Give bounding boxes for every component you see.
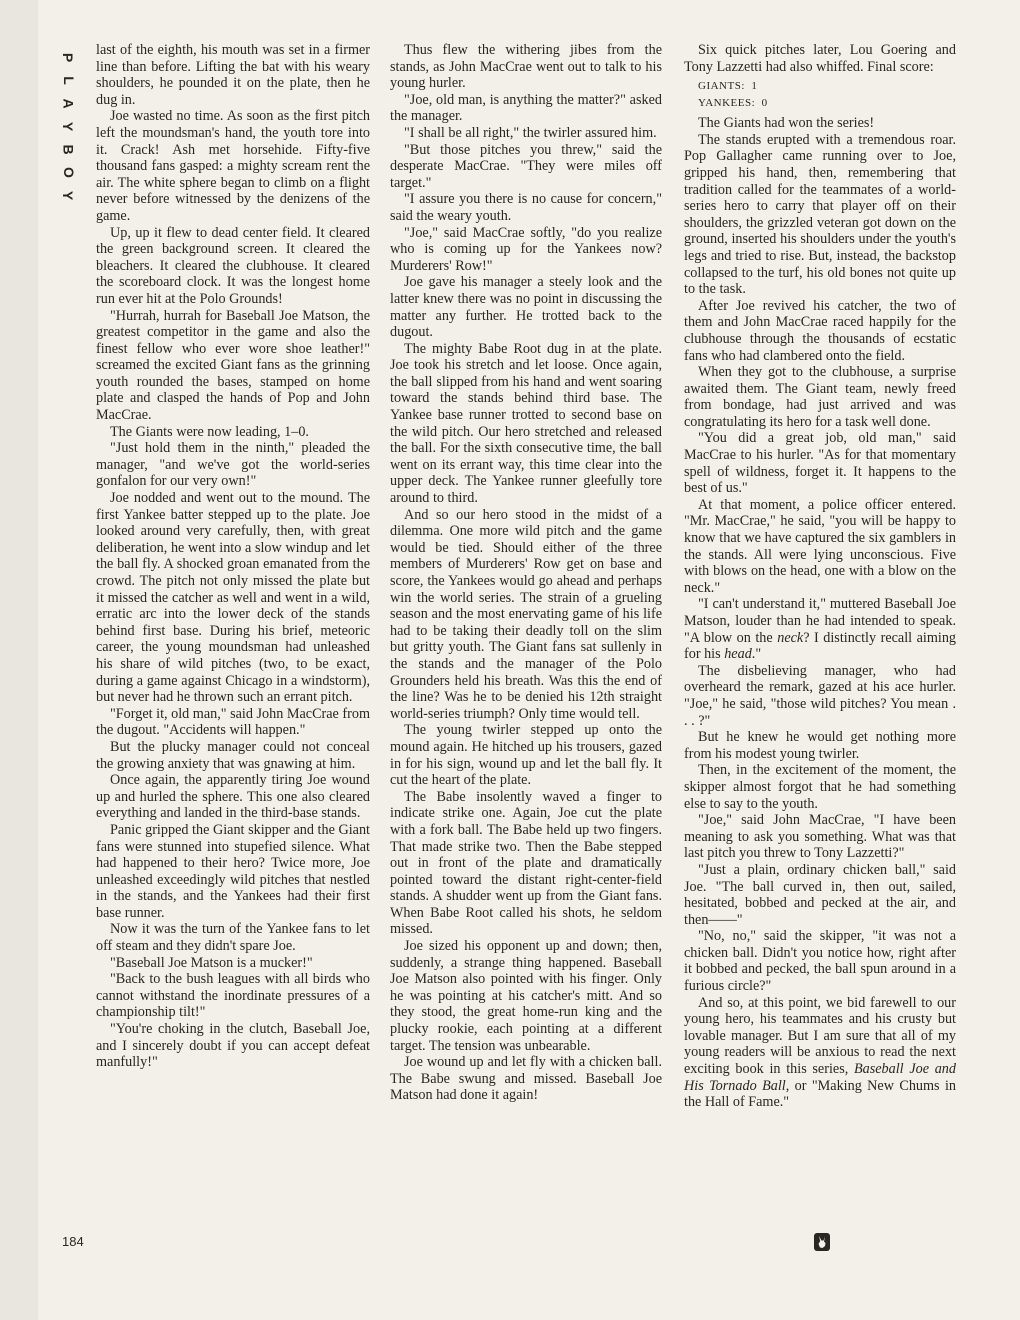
magazine-letter: A bbox=[60, 98, 77, 109]
magazine-letter: O bbox=[60, 167, 77, 178]
paragraph: "Joe," said John MacCrae, "I have been meaning to ask you something. What was that last pitch you threw to Tony Lazzetti?" bbox=[684, 812, 956, 862]
score-team: YANKEES: bbox=[698, 97, 756, 110]
score-line-yankees bbox=[698, 95, 956, 112]
paragraph: "Hurrah, hurrah for Baseball Joe Matson, the greatest competitor in the game and also the finest fellow who ever wore shoe leather!" screamed the excited Giant fans as the grinning youth rounded the bases, stamped on home plate and clasped the hands of Pop and John MacCrae. bbox=[96, 307, 370, 424]
magazine-letter: L bbox=[60, 76, 77, 85]
paragraph: Joe sized his opponent up and down; then, suddenly, a strange thing happened. Baseball Joe Matson also pointed with his finger. Only he was pointing at his catcher's mitt. And so they stood, the great home-run king and the plucky rookie, each pointing at a different target. The tension was unbearable. bbox=[390, 938, 662, 1054]
paragraph: Once again, the apparently tiring Joe wound up and hurled the sphere. This one also cleared everything and landed in the third-base stands. bbox=[96, 772, 370, 822]
paragraph: "Forget it, old man," said John MacCrae from the dugout. "Accidents will happen." bbox=[96, 705, 370, 739]
paragraph bbox=[684, 596, 956, 662]
paragraph: "You did a great job, old man," said MacCrae to his hurler. "As for that momentary spell of wildness, forget it. It happens to the best of us." bbox=[684, 430, 956, 497]
paragraph: And so our hero stood in the midst of a dilemma. One more wild pitch and the game would be tied. Should either of the three members of Murderers' Row get on base and score, the Yankees would go ahead and perhaps win the world series. The strain of a grueling season and the most enervating game of his life had to be taking their deadly toll on the slim but gritty youth. The Giant fans sat sullenly in the stands and the manager of the Polo Grounders held his breath. Was this the end of the line? Was he to be denied his 12th straight world-series triumph? Only time would tell. bbox=[390, 506, 662, 722]
magazine-name-vertical bbox=[56, 46, 80, 207]
paragraph: At that moment, a police officer entered. "Mr. MacCrae," he said, "you will be happy to know that we have captured the six gamblers in the stands. All were lying unconscious. Five with blows on the head, one with a blow on the neck." bbox=[684, 496, 956, 596]
text-column-1 bbox=[96, 42, 370, 1071]
paragraph: Joe nodded and went out to the mound. The first Yankee batter stepped up to the plate. Joe looked around very carefully, then, with great deliberation, he went into a slow windup and let the ball fly. A shocked groan emanated from the crowd. The pitch not only missed the plate but it missed the catcher as well and went in a wild, erratic arc into the lower deck of the stands behind first base. During his brief, meteoric career, the young moundsman had unleashed his share of wild pitches (two, to be exact, during a game against Chicago in a windstorm), but never had he thrown such an errant pitch. bbox=[96, 490, 370, 706]
paragraph: "You're choking in the clutch, Baseball Joe, and I sincerely doubt if you can accept defeat manfully!" bbox=[96, 1021, 370, 1071]
text-run: "I can't understand it," muttered Baseball Joe Matson, louder than he had intended to speak. "A blow on the bbox=[684, 596, 956, 646]
text-column-2 bbox=[390, 42, 662, 1104]
paragraph: "Just a plain, ordinary chicken ball," said Joe. "The ball curved in, then out, sailed, hesitated, bobbed and pecked at the air, and then——" bbox=[684, 861, 956, 928]
paragraph: The Giants had won the series! bbox=[698, 115, 875, 132]
paragraph: The Giants were now leading, 1–0. bbox=[110, 423, 309, 440]
paragraph: But the plucky manager could not conceal the growing anxiety that was gnawing at him. bbox=[96, 738, 370, 772]
score-runs: 0 bbox=[761, 97, 768, 110]
rabbit-head-icon bbox=[816, 1235, 828, 1249]
rabbit-head-end-mark-icon bbox=[814, 1233, 830, 1251]
paragraph: Then, in the excitement of the moment, the skipper almost forgot that he had something else to say to the youth. bbox=[684, 762, 956, 812]
paragraph: "But those pitches you threw," said the desperate MacCrae. "They were miles off target." bbox=[390, 141, 662, 191]
paragraph: When they got to the clubhouse, a surprise awaited them. The Giant team, newly freed from bondage, had just arrived and was congratulating its hero for a task well done. bbox=[684, 364, 956, 430]
emphasis: neck bbox=[777, 629, 804, 646]
paragraph: "Joe, old man, is anything the matter?" asked the manager. bbox=[390, 91, 662, 125]
magazine-letter: P bbox=[60, 52, 77, 63]
final-score bbox=[698, 78, 956, 112]
text-run: ? I distinctly recall aiming for his bbox=[684, 629, 957, 663]
paragraph: "I shall be all right," the twirler assured him. bbox=[404, 124, 657, 141]
paragraph: Six quick pitches later, Lou Goering and Tony Lazzetti had also whiffed. Final score: bbox=[684, 42, 956, 75]
paragraph: Panic gripped the Giant skipper and the Giant fans were stunned into stupefied silence. What had happened to their hero? Twice more, Joe unleashed exceedingly wild pitches that nestled in the stands, and the Yankees had their first base runner. bbox=[96, 821, 370, 921]
score-runs: 1 bbox=[751, 80, 758, 93]
paragraph: After Joe revived his catcher, the two of them and John MacCrae raced happily for the clubhouse through the thousands of ecstatic fans who had clambered onto the field. bbox=[684, 297, 956, 364]
score-line-giants bbox=[698, 78, 956, 95]
paragraph: But he knew he would get nothing more from his modest young twirler. bbox=[684, 729, 956, 762]
text-run: And so, at this point, we bid farewell to our young hero, his teammates and his crusty but lovable manager. But I am sure that all of my young readers will be anxious to read the next exciting book in this series, bbox=[684, 994, 956, 1078]
magazine-letter: B bbox=[60, 144, 77, 155]
paragraph: The mighty Babe Root dug in at the plate. Joe took his stretch and let loose. Once again, the ball slipped from his hand and went soaring toward the stands behind third base. The Yankee base runner trotted to second base on the wild pitch. Our hero stretched and released the ball. For the sixth consecutive time, the ball went on its errant way, this time clear into the upper deck. The Yankee runner gleefully tore around to third. bbox=[390, 340, 662, 507]
paragraph: "Back to the bush leagues with all birds who cannot withstand the inordinate pressures of a championship tilt!" bbox=[96, 971, 370, 1021]
paragraph: The disbelieving manager, who had overheard the remark, gazed at his ace hurler. "Joe," he said, "those wild pitches? You mean . . . ?" bbox=[684, 662, 956, 729]
paragraph: Joe gave his manager a steely look and the latter knew there was no point in discussing the matter any further. He trotted back to the dugout. bbox=[390, 274, 662, 341]
text-column-3 bbox=[684, 42, 956, 1111]
paragraph: Joe wound up and let fly with a chicken ball. The Babe swung and missed. Baseball Joe Matson had done it again! bbox=[390, 1054, 662, 1104]
paragraph: The stands erupted with a tremendous roar. Pop Gallagher came running over to Joe, gripped his hand, then, remembering that tradition called for the teammates of a world-series hero to carry that player off on their shoulders, the grizzled veteran got down on the ground, inserted his shoulders under the youth's legs and tried to rise. But, instead, the backstop collapsed to the turf, his old bones not quite up to the task. bbox=[684, 131, 956, 298]
paragraph: "I assure you there is no cause for concern," said the weary youth. bbox=[390, 191, 662, 224]
book-title: Baseball Joe and His Tornado Ball bbox=[684, 1061, 956, 1094]
paragraph: The young twirler stepped up onto the mound again. He hitched up his trousers, gazed in for his sign, wound up and let the ball fly. It cut the heart of the plate. bbox=[390, 722, 662, 789]
page-number: 184 bbox=[62, 1234, 84, 1249]
paragraph: Now it was the turn of the Yankee fans to let off steam and they didn't spare Joe. bbox=[96, 921, 370, 955]
text-run: ." bbox=[751, 646, 762, 663]
paragraph: Thus flew the withering jibes from the stands, as John MacCrae went out to talk to his young hurler. bbox=[390, 42, 662, 92]
paragraph: last of the eighth, his mouth was set in a firmer line than before. Lifting the bat with his weary shoulders, he pounded it on the plate, then he dug in. bbox=[96, 42, 370, 108]
paragraph bbox=[684, 995, 956, 1111]
paragraph: Up, up it flew to dead center field. It cleared the green background screen. It cleared the bleachers. It cleared the clubhouse. It cleared the scoreboard clock. It was the longest home run ever hit at the Polo Grounds! bbox=[96, 224, 370, 307]
paragraph: The Babe insolently waved a finger to indicate strike one. Again, Joe cut the plate with a fork ball. The Babe held up two fingers. That made strike two. Then the Babe stepped out in front of the plate and dramatically pointed toward the distant right-center-field stands. A shudder went up from the Giant fans. When Babe Root called his shots, he seldom missed. bbox=[390, 788, 662, 938]
text-run: , or "Making New Chums in the Hall of Fame." bbox=[684, 1077, 956, 1111]
paragraph: Joe wasted no time. As soon as the first pitch left the moundsman's hand, the youth tore into it. Crack! Ash met horsehide. Fifty-five thousand fans gasped: a mighty scream rent the air. The white sphere began to climb on a flight never before witnessed by the denizens of the game. bbox=[96, 108, 370, 224]
magazine-letter: Y bbox=[60, 121, 77, 132]
magazine-letter: Y bbox=[60, 190, 77, 201]
paragraph: "Just hold them in the ninth," pleaded the manager, "and we've got the world-series gonfalon for our very own!" bbox=[96, 440, 370, 490]
score-team: GIANTS: bbox=[698, 80, 745, 93]
paragraph: "Joe," said MacCrae softly, "do you realize who is coming up for the Yankees now? Murderers' Row!" bbox=[390, 224, 662, 274]
paragraph: "No, no," said the skipper, "it was not a chicken ball. Didn't you notice how, right after it bobbed and pecked, the ball spun around in a furious circle?" bbox=[684, 928, 956, 995]
emphasis: head bbox=[724, 646, 752, 663]
paragraph: "Baseball Joe Matson is a mucker!" bbox=[110, 954, 313, 971]
